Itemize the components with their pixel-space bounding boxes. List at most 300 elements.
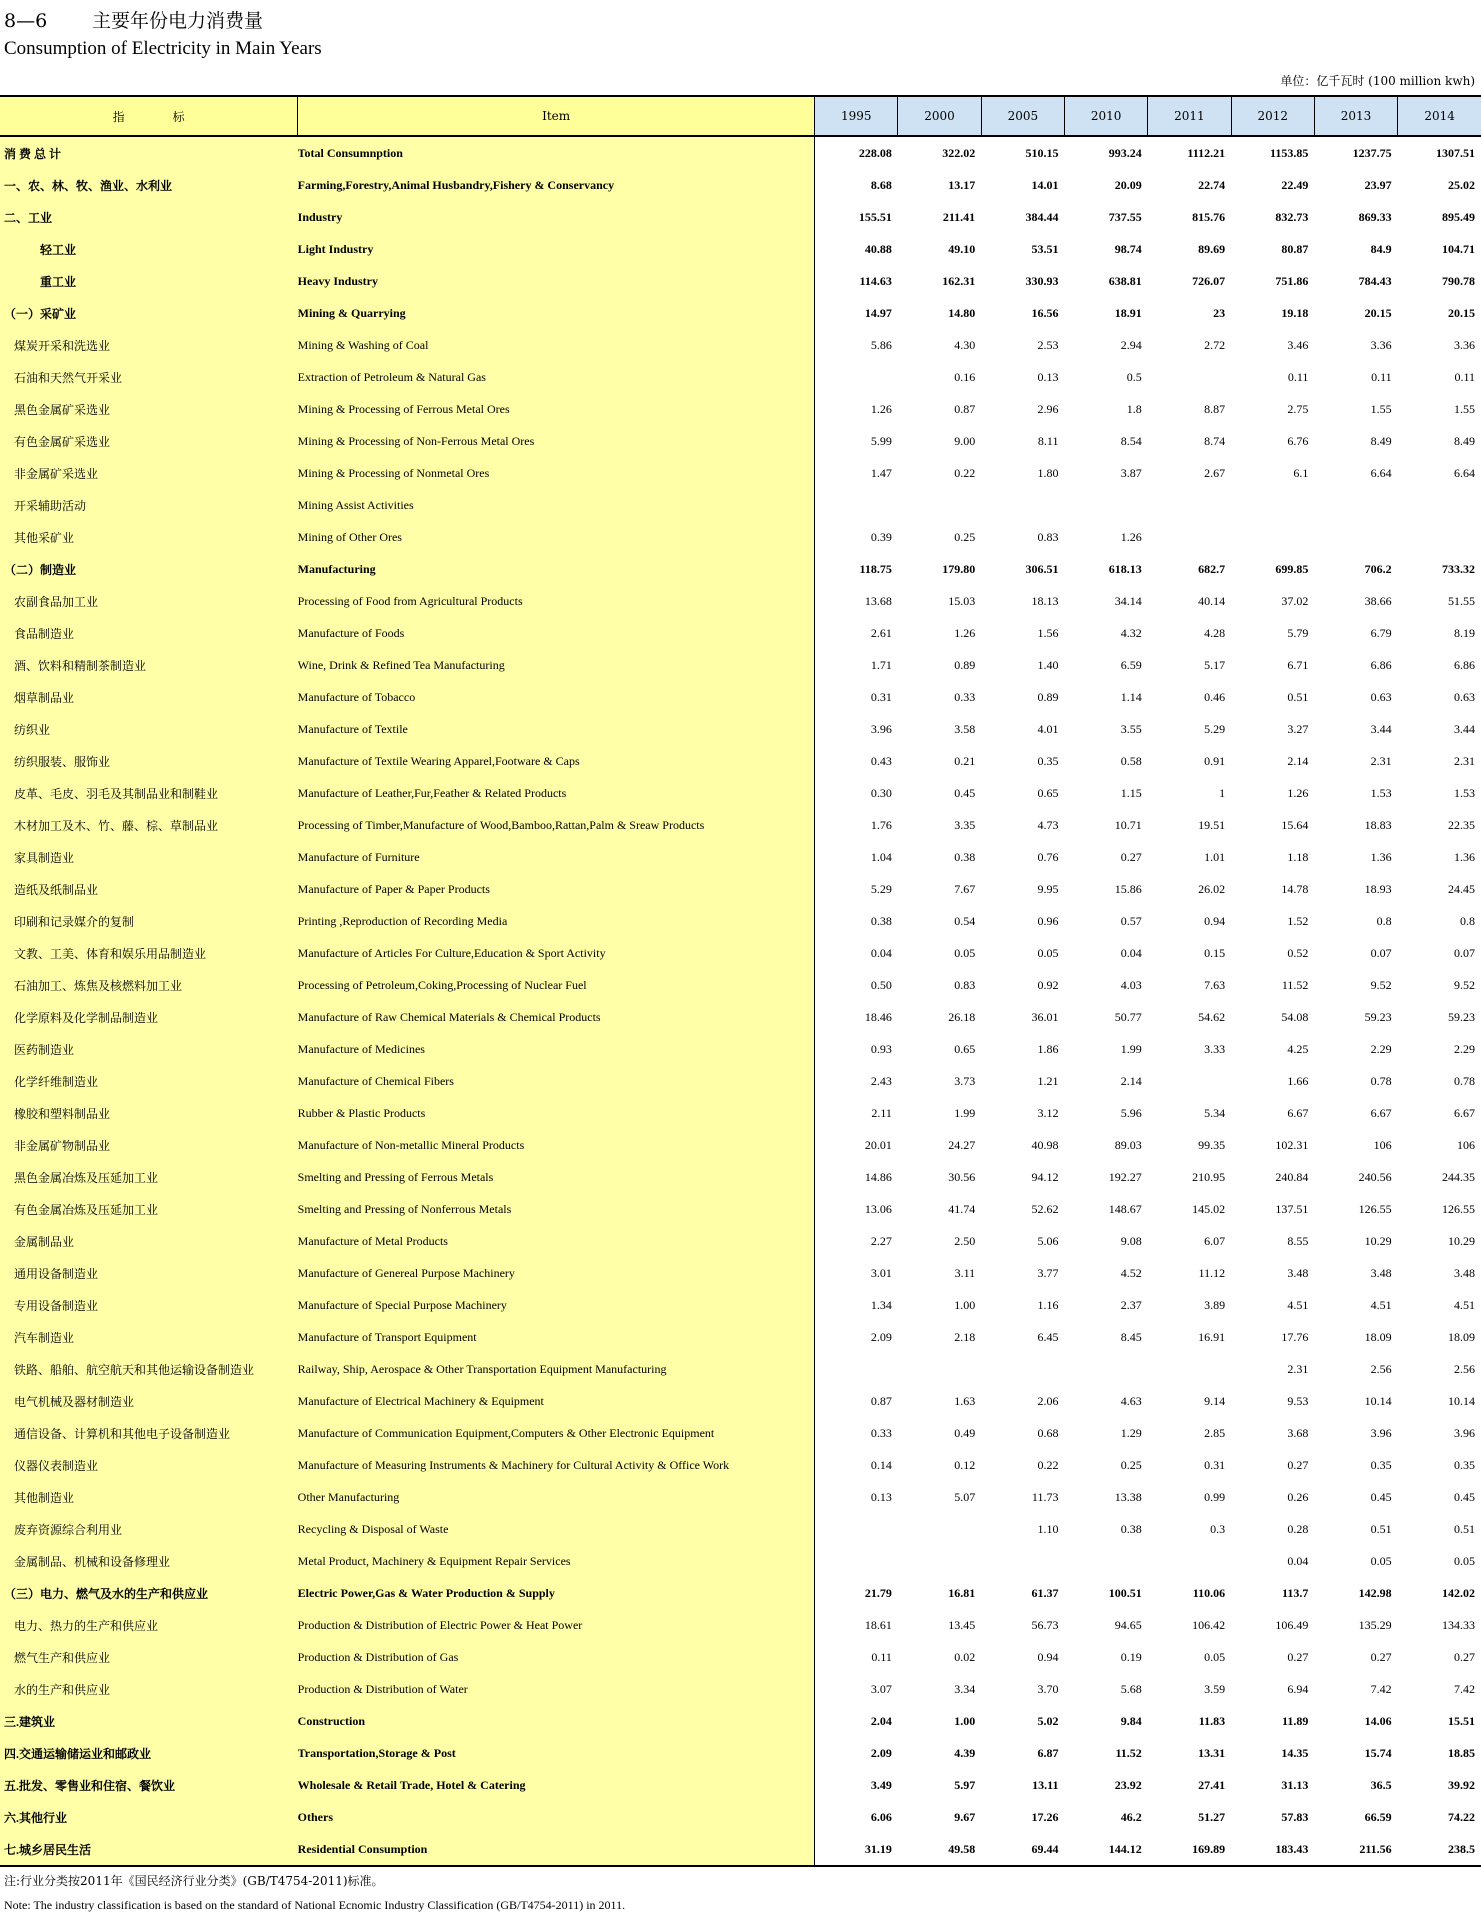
value-cell: 155.51 xyxy=(858,209,892,224)
value-cell: 49.58 xyxy=(898,1833,981,1866)
value-cell: 6.1 xyxy=(1293,465,1309,480)
value-cell: 51.27 xyxy=(1198,1809,1226,1824)
value-cell: 3.55 xyxy=(1120,721,1142,736)
row-indicator-zh: 黑色金属冶炼及压延加工业 xyxy=(0,1161,298,1193)
table-row xyxy=(0,393,1481,425)
row-item-en: Manufacture of Raw Chemical Materials & Chemical Products xyxy=(298,1001,815,1033)
table-row xyxy=(0,1705,1481,1737)
row-item-en: Wine, Drink & Refined Tea Manufacturing xyxy=(298,649,815,681)
value-cell: 16.91 xyxy=(1198,1329,1226,1344)
value-cell: 2.31 xyxy=(1370,753,1392,768)
value-cell: 6.79 xyxy=(1370,625,1392,640)
value-cell: 0.54 xyxy=(954,913,976,928)
row-item-en: Manufacture of Transport Equipment xyxy=(298,1321,815,1353)
value-cell xyxy=(815,489,898,521)
table-row xyxy=(0,1321,1481,1353)
value-cell: 3.96 xyxy=(1454,1425,1475,1440)
table-row xyxy=(0,265,1481,297)
value-cell: 50.77 xyxy=(1114,1009,1142,1024)
row-item-en: Printing ,Reproduction of Recording Media xyxy=(298,905,815,937)
value-cell: 113.7 xyxy=(1282,1585,1309,1600)
table-row xyxy=(0,329,1481,361)
value-cell: 5.29 xyxy=(870,881,892,896)
value-cell: 3.34 xyxy=(954,1681,976,1696)
row-indicator-zh: 有色金属冶炼及压延加工业 xyxy=(0,1193,298,1225)
value-cell: 706.2 xyxy=(1364,561,1392,576)
row-item-en: Farming,Forestry,Animal Husbandry,Fishery & Conservancy xyxy=(298,169,815,201)
value-cell: 5.07 xyxy=(954,1489,976,1504)
table-row xyxy=(0,649,1481,681)
value-cell: 6.67 xyxy=(1287,1105,1309,1120)
value-cell: 23.92 xyxy=(1114,1777,1142,1792)
value-cell xyxy=(1148,489,1231,521)
value-cell: 14.86 xyxy=(864,1169,892,1184)
row-item-en: Manufacture of Medicines xyxy=(298,1033,815,1065)
value-cell: 84.9 xyxy=(1370,241,1392,256)
value-cell: 0.13 xyxy=(1037,369,1059,384)
row-indicator-zh: 金属制品、机械和设备修理业 xyxy=(0,1545,298,1577)
col-header-year: 2005 xyxy=(981,96,1064,136)
value-cell: 110.06 xyxy=(1192,1585,1226,1600)
value-cell: 17.76 xyxy=(1281,1329,1309,1344)
value-cell: 0.45 xyxy=(954,785,976,800)
value-cell: 0.89 xyxy=(954,657,976,672)
value-cell: 0.5 xyxy=(1126,369,1142,384)
row-indicator-zh: 电气机械及器材制造业 xyxy=(0,1385,298,1417)
value-cell: 238.5 xyxy=(1398,1833,1481,1866)
col-header-item: Item xyxy=(298,96,815,136)
value-cell: 0.05 xyxy=(954,945,976,960)
value-cell: 74.22 xyxy=(1448,1809,1475,1824)
value-cell: 6.67 xyxy=(1454,1105,1475,1120)
value-cell: 0.33 xyxy=(870,1425,892,1440)
value-cell: 244.35 xyxy=(1442,1169,1475,1184)
table-row xyxy=(0,1257,1481,1289)
value-cell: 8.45 xyxy=(1120,1329,1142,1344)
value-cell: 18.83 xyxy=(1364,817,1392,832)
col-header-year: 2012 xyxy=(1231,96,1314,136)
table-row xyxy=(0,1673,1481,1705)
value-cell: 7.63 xyxy=(1204,977,1226,992)
value-cell: 1.36 xyxy=(1370,849,1392,864)
value-cell: 2.96 xyxy=(1037,401,1059,416)
value-cell: 40.14 xyxy=(1198,593,1226,608)
value-cell: 0.57 xyxy=(1120,913,1142,928)
value-cell: 0.27 xyxy=(1287,1457,1309,1472)
row-item-en: Manufacture of Measuring Instruments & Machinery for Cultural Activity & Office Work xyxy=(298,1449,815,1481)
value-cell: 0.99 xyxy=(1204,1489,1226,1504)
row-item-en: Other Manufacturing xyxy=(298,1481,815,1513)
value-cell xyxy=(898,1513,981,1545)
value-cell: 0.39 xyxy=(870,529,892,544)
value-cell: 8.54 xyxy=(1120,433,1142,448)
value-cell: 0.68 xyxy=(1037,1425,1059,1440)
value-cell: 0.38 xyxy=(954,849,976,864)
value-cell: 1.10 xyxy=(1037,1521,1059,1536)
value-cell: 102.31 xyxy=(1275,1137,1309,1152)
value-cell: 8.68 xyxy=(870,177,892,192)
row-indicator-zh: 黑色金属矿采选业 xyxy=(0,393,298,425)
value-cell: 0.11 xyxy=(871,1649,892,1664)
value-cell: 2.72 xyxy=(1204,337,1226,352)
row-indicator-zh: 文教、工美、体育和娱乐用品制造业 xyxy=(0,937,298,969)
value-cell: 1.55 xyxy=(1454,401,1475,416)
row-indicator-zh: 三.建筑业 xyxy=(0,1705,298,1737)
table-row xyxy=(0,201,1481,233)
row-item-en: Manufacture of Foods xyxy=(298,617,815,649)
value-cell: 4.32 xyxy=(1120,625,1142,640)
row-item-en: Mining Assist Activities xyxy=(298,489,815,521)
value-cell: 8.11 xyxy=(1037,433,1059,448)
row-indicator-zh: 七.城乡居民生活 xyxy=(0,1833,298,1866)
value-cell: 30.56 xyxy=(948,1169,976,1184)
value-cell: 18.85 xyxy=(1448,1745,1475,1760)
value-cell: 638.81 xyxy=(1108,273,1142,288)
value-cell: 733.32 xyxy=(1442,561,1475,576)
row-indicator-zh: 化学纤维制造业 xyxy=(0,1065,298,1097)
value-cell: 3.48 xyxy=(1370,1265,1392,1280)
table-row xyxy=(0,745,1481,777)
value-cell: 0.3 xyxy=(1210,1521,1226,1536)
row-item-en: Metal Product, Machinery & Equipment Repair Services xyxy=(298,1545,815,1577)
value-cell: 3.73 xyxy=(954,1073,976,1088)
row-indicator-zh: 煤炭开采和洗选业 xyxy=(0,329,298,361)
value-cell: 4.28 xyxy=(1204,625,1226,640)
col-header-year: 2000 xyxy=(898,96,981,136)
value-cell: 126.55 xyxy=(1442,1201,1475,1216)
value-cell: 106 xyxy=(1457,1137,1475,1152)
row-item-en: Processing of Petroleum,Coking,Processing of Nuclear Fuel xyxy=(298,969,815,1001)
row-indicator-zh: 造纸及纸制品业 xyxy=(0,873,298,905)
value-cell: 137.51 xyxy=(1275,1201,1309,1216)
table-row xyxy=(0,585,1481,617)
value-cell: 3.01 xyxy=(870,1265,892,1280)
value-cell: 104.71 xyxy=(1442,241,1475,256)
table-row xyxy=(0,809,1481,841)
row-indicator-zh: 六.其他行业 xyxy=(0,1801,298,1833)
value-cell: 3.27 xyxy=(1287,721,1309,736)
value-cell: 0.19 xyxy=(1120,1649,1142,1664)
value-cell: 0.04 xyxy=(1287,1553,1309,1568)
value-cell: 8.49 xyxy=(1370,433,1392,448)
table-row xyxy=(0,937,1481,969)
value-cell: 3.96 xyxy=(1370,1425,1392,1440)
row-item-en: Manufacture of Communication Equipment,Computers & Other Electronic Equipment xyxy=(298,1417,815,1449)
value-cell: 34.14 xyxy=(1114,593,1142,608)
table-row xyxy=(0,1641,1481,1673)
value-cell: 5.99 xyxy=(870,433,892,448)
value-cell: 18.13 xyxy=(1031,593,1059,608)
value-cell xyxy=(1148,1545,1231,1577)
value-cell: 306.51 xyxy=(1025,561,1059,576)
row-item-en: Mining & Processing of Non-Ferrous Metal Ores xyxy=(298,425,815,457)
value-cell: 3.48 xyxy=(1454,1265,1475,1280)
value-cell: 2.67 xyxy=(1204,465,1226,480)
value-cell: 0.51 xyxy=(1370,1521,1392,1536)
value-cell: 8.55 xyxy=(1287,1233,1309,1248)
value-cell: 1.47 xyxy=(870,465,892,480)
value-cell: 0.05 xyxy=(1454,1553,1475,1568)
value-cell: 0.05 xyxy=(1370,1553,1392,1568)
value-cell: 1307.51 xyxy=(1436,145,1475,160)
value-cell: 0.63 xyxy=(1454,689,1475,704)
value-cell: 784.43 xyxy=(1358,273,1392,288)
value-cell: 9.84 xyxy=(1120,1713,1142,1728)
value-cell: 3.07 xyxy=(870,1681,892,1696)
value-cell: 19.18 xyxy=(1281,305,1309,320)
row-indicator-zh: 橡胶和塑料制品业 xyxy=(0,1097,298,1129)
value-cell: 5.02 xyxy=(1037,1713,1059,1728)
row-indicator-zh: 轻工业 xyxy=(0,233,298,265)
table-row xyxy=(0,1513,1481,1545)
value-cell: 0.31 xyxy=(870,689,892,704)
value-cell: 1153.85 xyxy=(1270,145,1309,160)
value-cell: 1.55 xyxy=(1370,401,1392,416)
row-item-en: Manufacture of Textile xyxy=(298,713,815,745)
value-cell: 1.99 xyxy=(1120,1041,1142,1056)
table-row xyxy=(0,425,1481,457)
row-item-en: Manufacture of Tobacco xyxy=(298,681,815,713)
value-cell: 4.73 xyxy=(1037,817,1059,832)
value-cell: 0.87 xyxy=(870,1393,892,1408)
value-cell: 41.74 xyxy=(948,1201,976,1216)
row-item-en: Manufacture of Genereal Purpose Machinery xyxy=(298,1257,815,1289)
value-cell: 2.31 xyxy=(1454,753,1475,768)
value-cell: 0.05 xyxy=(1204,1649,1226,1664)
value-cell xyxy=(1148,1065,1231,1097)
value-cell: 1.53 xyxy=(1454,785,1475,800)
value-cell: 0.83 xyxy=(954,977,976,992)
value-cell: 13.06 xyxy=(864,1201,892,1216)
value-cell: 4.03 xyxy=(1120,977,1142,992)
value-cell xyxy=(1398,489,1481,521)
row-item-en: Rubber & Plastic Products xyxy=(298,1097,815,1129)
value-cell: 17.26 xyxy=(1031,1809,1059,1824)
value-cell: 98.74 xyxy=(1114,241,1142,256)
title-en: Consumption of Electricity in Main Years xyxy=(4,38,322,59)
value-cell: 1.86 xyxy=(1037,1041,1059,1056)
value-cell: 3.70 xyxy=(1037,1681,1059,1696)
value-cell: 790.78 xyxy=(1442,273,1475,288)
value-cell: 11.52 xyxy=(1281,977,1309,992)
row-indicator-zh: 废弃资源综合利用业 xyxy=(0,1513,298,1545)
value-cell: 4.25 xyxy=(1287,1041,1309,1056)
value-cell: 6.71 xyxy=(1287,657,1309,672)
row-indicator-zh: 纺织服装、服饰业 xyxy=(0,745,298,777)
value-cell: 59.23 xyxy=(1364,1009,1392,1024)
value-cell: 0.27 xyxy=(1370,1649,1392,1664)
value-cell: 1.04 xyxy=(870,849,892,864)
value-cell: 10.71 xyxy=(1114,817,1142,832)
table-row xyxy=(0,1065,1481,1097)
value-cell: 9.52 xyxy=(1370,977,1392,992)
value-cell: 13.17 xyxy=(948,177,976,192)
table-row xyxy=(0,969,1481,1001)
table-row xyxy=(0,713,1481,745)
row-item-en: Industry xyxy=(298,201,815,233)
value-cell: 0.91 xyxy=(1204,753,1226,768)
row-indicator-zh: 四.交通运输储运业和邮政业 xyxy=(0,1737,298,1769)
value-cell: 40.98 xyxy=(1031,1137,1059,1152)
value-cell: 330.93 xyxy=(1025,273,1059,288)
value-cell: 0.12 xyxy=(954,1457,976,1472)
table-row xyxy=(0,489,1481,521)
value-cell: 0.15 xyxy=(1204,945,1226,960)
table-row xyxy=(0,681,1481,713)
value-cell: 1.63 xyxy=(954,1393,976,1408)
value-cell: 5.29 xyxy=(1204,721,1226,736)
value-cell: 26.02 xyxy=(1198,881,1226,896)
table-row xyxy=(0,777,1481,809)
value-cell xyxy=(1064,489,1147,521)
table-row xyxy=(0,1449,1481,1481)
value-cell: 59.23 xyxy=(1448,1009,1475,1024)
value-cell: 0.07 xyxy=(1454,945,1475,960)
row-indicator-zh: 木材加工及木、竹、藤、棕、草制品业 xyxy=(0,809,298,841)
value-cell: 169.89 xyxy=(1148,1833,1231,1866)
value-cell: 3.12 xyxy=(1037,1105,1059,1120)
value-cell: 20.15 xyxy=(1448,305,1475,320)
row-item-en: Production & Distribution of Water xyxy=(298,1673,815,1705)
value-cell: 9.14 xyxy=(1204,1393,1226,1408)
table-row xyxy=(0,1737,1481,1769)
value-cell: 699.85 xyxy=(1275,561,1309,576)
value-cell: 1.15 xyxy=(1120,785,1142,800)
value-cell: 211.56 xyxy=(1314,1833,1397,1866)
table-row xyxy=(0,1097,1481,1129)
value-cell: 322.02 xyxy=(942,145,976,160)
value-cell: 2.27 xyxy=(870,1233,892,1248)
value-cell: 0.65 xyxy=(954,1041,976,1056)
value-cell: 0.38 xyxy=(870,913,892,928)
value-cell: 192.27 xyxy=(1108,1169,1142,1184)
value-cell: 3.59 xyxy=(1204,1681,1226,1696)
value-cell: 3.36 xyxy=(1454,337,1475,352)
value-cell: 2.18 xyxy=(954,1329,976,1344)
value-cell: 5.86 xyxy=(870,337,892,352)
value-cell: 21.79 xyxy=(864,1585,892,1600)
row-item-en: Transportation,Storage & Post xyxy=(298,1737,815,1769)
value-cell: 2.04 xyxy=(870,1713,892,1728)
row-indicator-zh: 石油和天然气开采业 xyxy=(0,361,298,393)
row-item-en: Mining & Processing of Nonmetal Ores xyxy=(298,457,815,489)
value-cell xyxy=(815,1513,898,1545)
table-row xyxy=(0,873,1481,905)
row-indicator-zh: 化学原料及化学制品制造业 xyxy=(0,1001,298,1033)
value-cell xyxy=(1148,1353,1231,1385)
table-row xyxy=(0,1769,1481,1801)
value-cell: 14.78 xyxy=(1281,881,1309,896)
value-cell: 618.13 xyxy=(1108,561,1142,576)
value-cell: 106 xyxy=(1373,1137,1392,1152)
value-cell: 2.61 xyxy=(870,625,892,640)
value-cell: 11.83 xyxy=(1198,1713,1226,1728)
value-cell: 3.35 xyxy=(954,817,976,832)
row-indicator-zh: 烟草制品业 xyxy=(0,681,298,713)
table-row xyxy=(0,521,1481,553)
value-cell: 0.27 xyxy=(1454,1649,1475,1664)
value-cell: 0.52 xyxy=(1287,945,1309,960)
value-cell xyxy=(1231,489,1314,521)
table-row xyxy=(0,1481,1481,1513)
value-cell: 0.35 xyxy=(1454,1457,1475,1472)
row-item-en: Processing of Food from Agricultural Products xyxy=(298,585,815,617)
value-cell: 1.8 xyxy=(1126,401,1142,416)
value-cell: 0.76 xyxy=(1037,849,1059,864)
value-cell xyxy=(815,1353,898,1385)
row-item-en: Manufacture of Textile Wearing Apparel,Footware & Caps xyxy=(298,745,815,777)
value-cell: 2.50 xyxy=(954,1233,976,1248)
row-indicator-zh: 水的生产和供应业 xyxy=(0,1673,298,1705)
table-row xyxy=(0,1385,1481,1417)
value-cell: 0.63 xyxy=(1370,689,1392,704)
note-en: Note: The industry classification is based on the standard of National Ecnomic Industry Classification (GB/T4754-2011) in 2011. xyxy=(4,1898,626,1912)
value-cell: 0.05 xyxy=(1037,945,1059,960)
value-cell xyxy=(1148,521,1231,553)
value-cell: 1.26 xyxy=(954,625,976,640)
value-cell: 211.41 xyxy=(942,209,976,224)
value-cell: 9.00 xyxy=(954,433,976,448)
value-cell: 993.24 xyxy=(1108,145,1142,160)
value-cell: 10.29 xyxy=(1364,1233,1392,1248)
value-cell: 0.65 xyxy=(1037,785,1059,800)
value-cell: 1.66 xyxy=(1287,1073,1309,1088)
value-cell: 2.31 xyxy=(1287,1361,1309,1376)
value-cell: 54.62 xyxy=(1198,1009,1226,1024)
row-indicator-zh: （一）采矿业 xyxy=(0,297,298,329)
value-cell: 14.97 xyxy=(864,305,892,320)
value-cell: 6.86 xyxy=(1370,657,1392,672)
value-cell: 4.30 xyxy=(954,337,976,352)
value-cell: 2.11 xyxy=(871,1105,892,1120)
table-row xyxy=(0,1417,1481,1449)
value-cell xyxy=(898,1545,981,1577)
value-cell: 1.26 xyxy=(870,401,892,416)
table-row xyxy=(0,553,1481,585)
value-cell: 1.71 xyxy=(870,657,892,672)
value-cell: 23.97 xyxy=(1364,177,1392,192)
value-cell: 1.18 xyxy=(1287,849,1309,864)
table-row xyxy=(0,1353,1481,1385)
value-cell: 114.63 xyxy=(859,273,892,288)
value-cell: 3.77 xyxy=(1037,1265,1059,1280)
value-cell: 20.09 xyxy=(1114,177,1142,192)
row-indicator-zh: 金属制品业 xyxy=(0,1225,298,1257)
value-cell: 5.68 xyxy=(1120,1681,1142,1696)
row-indicator-zh: 酒、饮料和精制茶制造业 xyxy=(0,649,298,681)
value-cell: 145.02 xyxy=(1192,1201,1226,1216)
table-row xyxy=(0,905,1481,937)
value-cell: 20.01 xyxy=(864,1137,892,1152)
value-cell: 0.87 xyxy=(954,401,976,416)
value-cell: 14.06 xyxy=(1364,1713,1392,1728)
value-cell: 0.25 xyxy=(954,529,976,544)
value-cell: 6.06 xyxy=(870,1809,892,1824)
value-cell: 142.02 xyxy=(1442,1585,1475,1600)
value-cell: 737.55 xyxy=(1108,209,1142,224)
table-row xyxy=(0,1289,1481,1321)
value-cell: 0.11 xyxy=(1371,369,1392,384)
row-item-en: Residential Consumption xyxy=(298,1833,815,1866)
row-item-en: Manufacture of Special Purpose Machinery xyxy=(298,1289,815,1321)
value-cell: 6.45 xyxy=(1037,1329,1059,1344)
row-indicator-zh: 皮革、毛皮、羽毛及其制品业和制鞋业 xyxy=(0,777,298,809)
value-cell: 5.96 xyxy=(1120,1105,1142,1120)
row-item-en: Railway, Ship, Aerospace & Other Transportation Equipment Manufacturing xyxy=(298,1353,815,1385)
value-cell: 1.34 xyxy=(870,1297,892,1312)
row-item-en: Processing of Timber,Manufacture of Wood,Bamboo,Rattan,Palm & Sreaw Products xyxy=(298,809,815,841)
value-cell: 0.13 xyxy=(870,1489,892,1504)
